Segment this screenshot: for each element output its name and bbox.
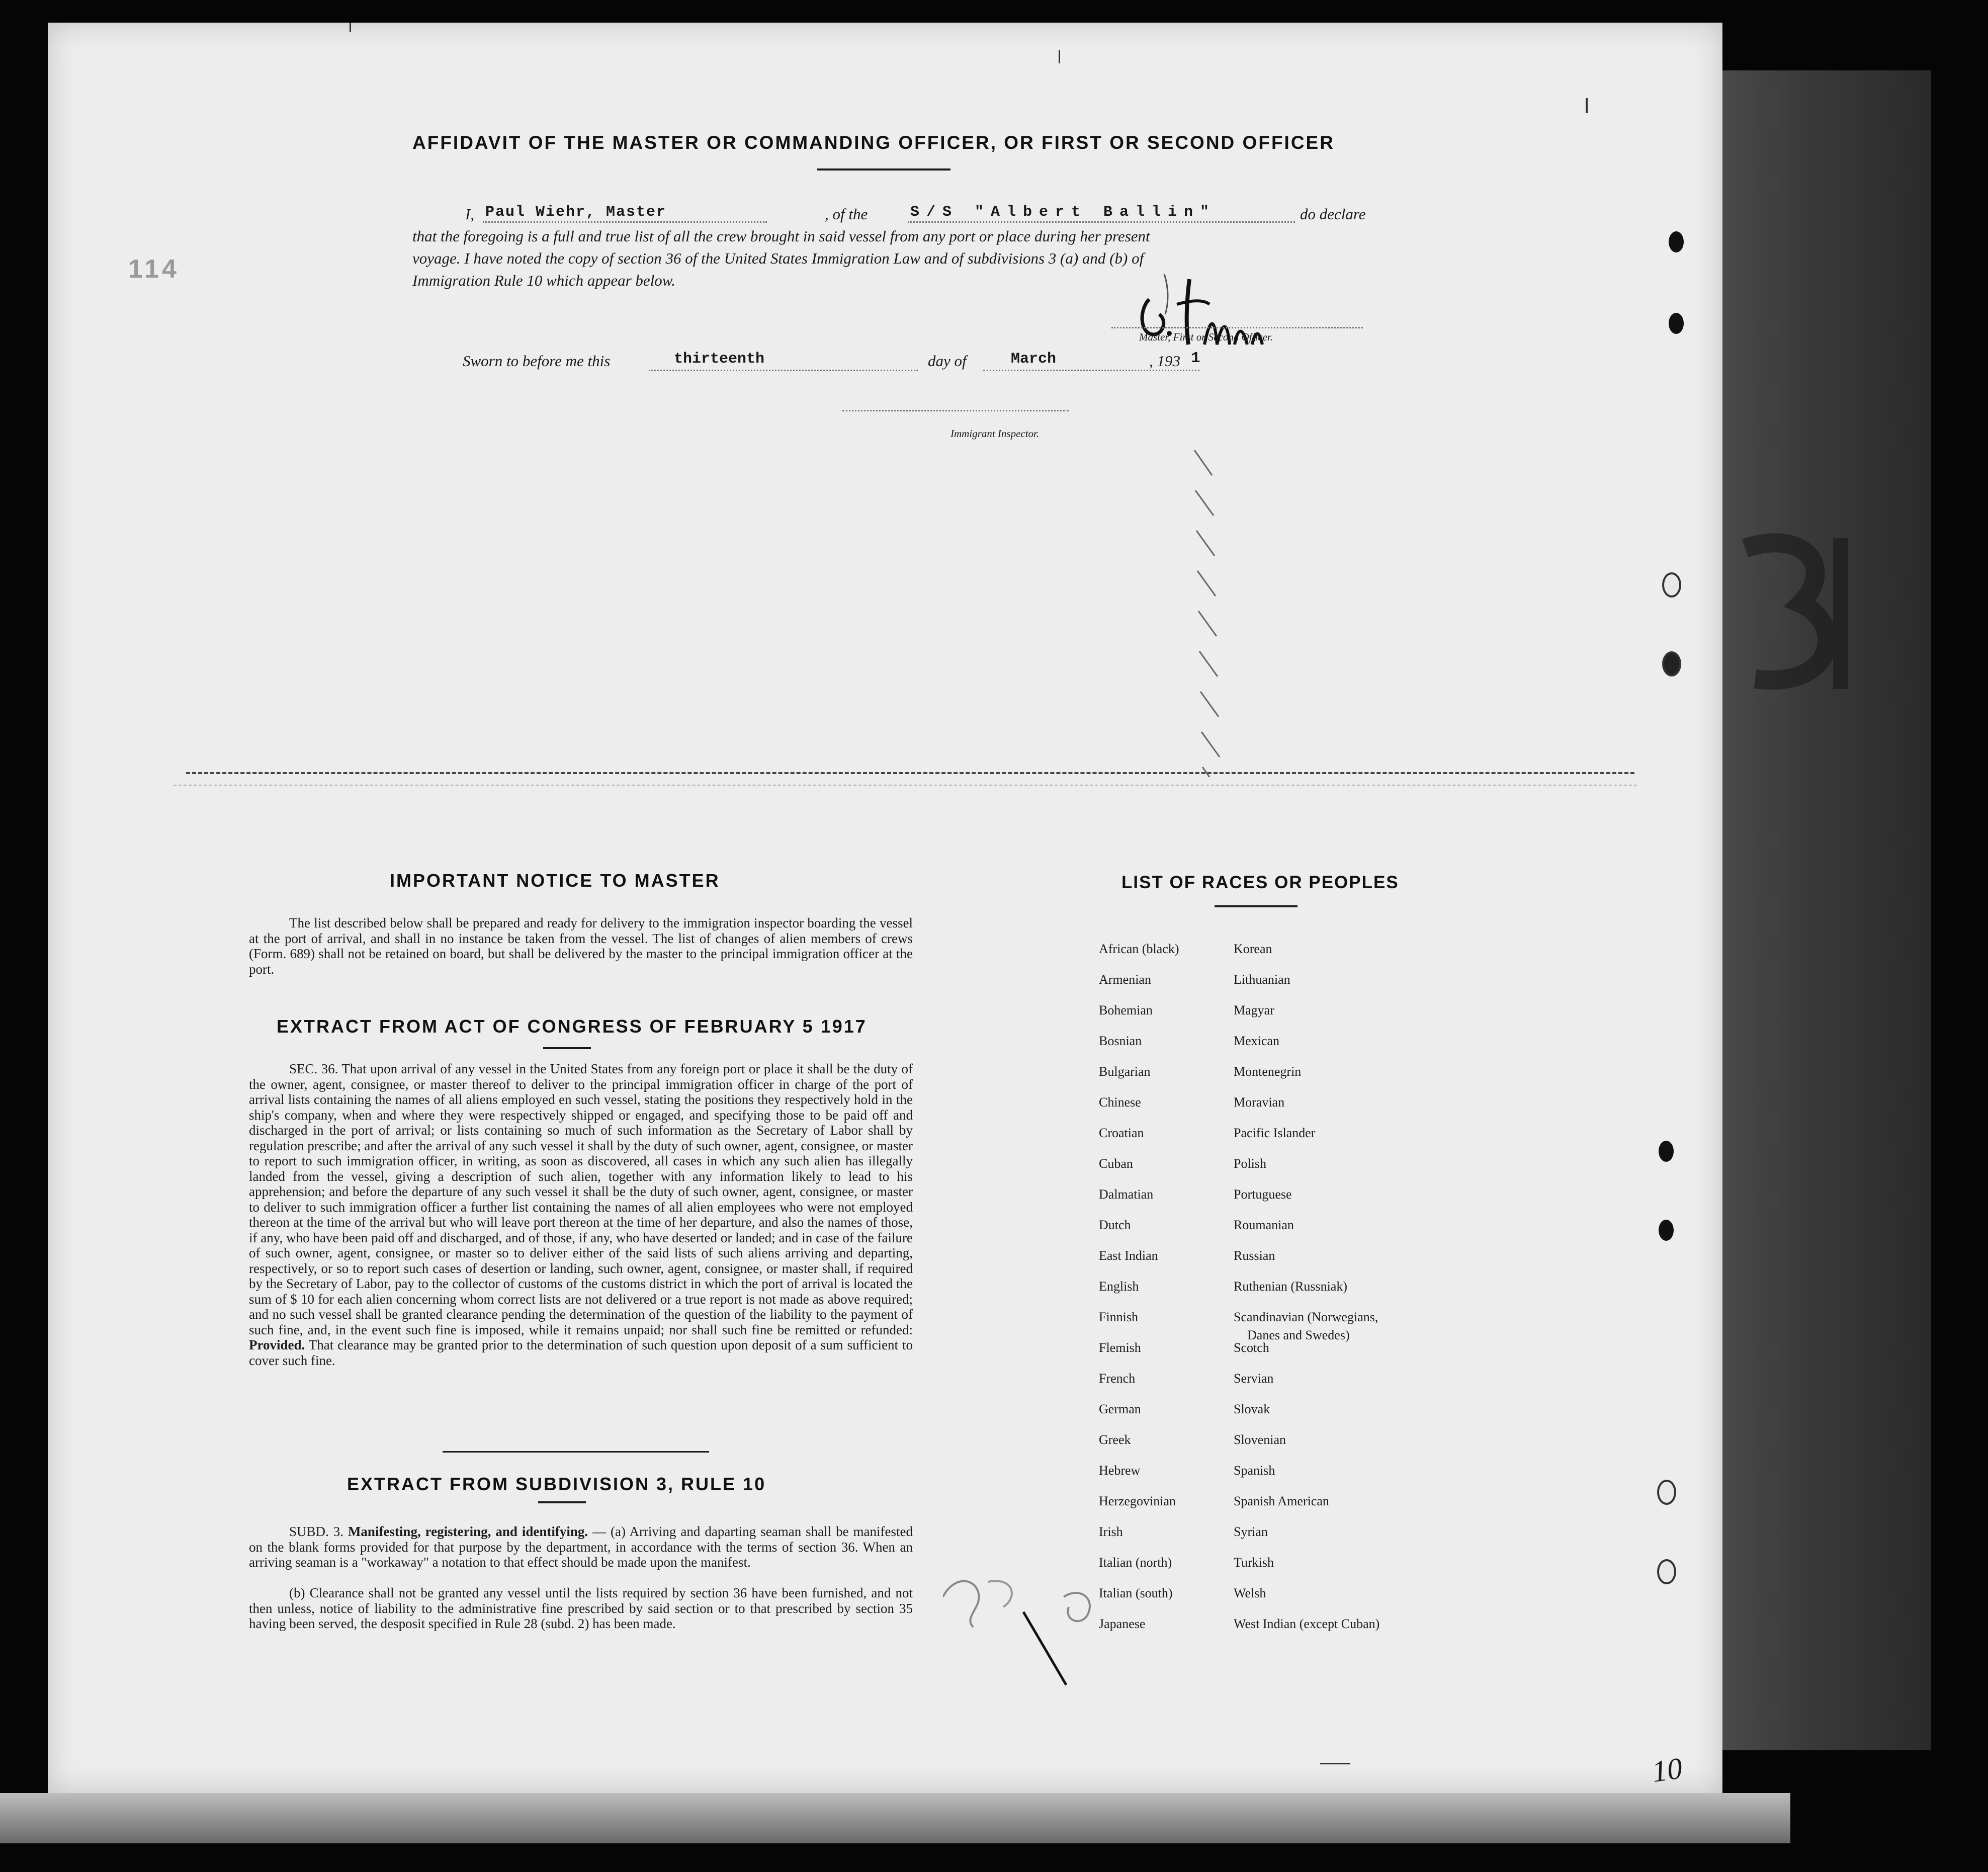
rule10-paragraph-a — [249, 1524, 913, 1570]
race-item: Italian (north) — [1099, 1555, 1172, 1570]
sworn-prefix: Sworn to before me this — [463, 352, 611, 370]
race-item: Hebrew — [1099, 1463, 1141, 1478]
punch-hole — [1657, 1480, 1676, 1505]
section-divider — [186, 772, 1634, 774]
declaration-line-2: that the foregoing is a full and true list of all the crew brought in said vessel from any port or place during her present — [412, 227, 1150, 245]
subd-a-text: — (a) Arriving and daparting seaman shall be manifested on the blank forms provided for that purpose by the department, in accordance with the terms of section 36. When an arriving seaman is a "workaway" a notation to that effect should be made upon the manifest. — [249, 1524, 913, 1570]
race-item: Flemish — [1099, 1340, 1141, 1355]
notice-title: IMPORTANT NOTICE TO MASTER — [390, 870, 720, 891]
rule10-paragraph-b: (b) Clearance shall not be granted any vessel until the lists required by section 36 have been furnished, and not then unless, notice of liability to the administrative fine prescribed by said section or to that prescribed by section 35 having been served, the desposit specified in Rule 28 (subd. 2) has been made. — [249, 1585, 913, 1631]
declaration-line-3: voyage. I have noted the copy of section 36 of the United States Immigration Law and of subdivisions 3 (a) and (b) of — [412, 249, 1144, 267]
act-title: EXTRACT FROM ACT OF CONGRESS OF FEBRUARY 5 1917 — [277, 1016, 867, 1037]
bottom-dash — [1320, 1763, 1350, 1764]
edge-mark — [350, 23, 351, 32]
edge-mark — [1586, 98, 1588, 113]
affidavit-title: AFFIDAVIT OF THE MASTER OR COMMANDING OFFICER, OR FIRST OR SECOND OFFICER — [412, 132, 1335, 153]
subd-lead: SUBD. 3. — [289, 1524, 343, 1539]
year-prefix: , 193 — [1149, 352, 1180, 370]
section-divider-faint — [174, 785, 1637, 786]
race-item: Syrian — [1234, 1524, 1268, 1539]
punch-hole — [1669, 231, 1684, 252]
race-item: Danes and Swedes) — [1247, 1328, 1350, 1342]
race-item: Ruthenian (Russniak) — [1234, 1279, 1348, 1294]
race-item: Dalmatian — [1099, 1187, 1154, 1202]
act-text-end: That clearance may be granted prior to the determination of such question upon deposit of a sum sufficient to cover such fine. — [249, 1337, 913, 1368]
race-item: Armenian — [1099, 972, 1151, 987]
race-item: German — [1099, 1402, 1141, 1416]
act-end-rule — [443, 1451, 709, 1453]
act-text — [249, 1061, 913, 1368]
race-item: Pacific Islander — [1234, 1126, 1316, 1140]
inspector-line — [842, 410, 1069, 411]
race-item: Welsh — [1234, 1586, 1266, 1600]
act-text-main: SEC. 36. That upon arrival of any vessel in the United States from any foreign port or place it shall be the duty of the owner, agent, consignee, or master thereof to deliver to the principal immigration officer in charge of the port of arrival lists containing the names of all aliens employed en such vessel, stating the positions they respectively hold in the ship's company, when and where they were respectively shipped or engaged, and specifying those to be paid off and discharged in the port of arrival; or lists containing so much of such information as the Secretary of Labor shall by regulation prescribe; and after the arrival of any such vessel it shall by the duty of such owner, agent, consignee, or master to report to such immigration officer, in writing, as soon as discovered, all cases in which any such alien has illegally landed from the vessel, giving a description of such alien, together with any information likely to lead to his apprehension; and before the departure of any such vessel it shall be the duty of such owner, agent, consignee, or master to deliver to such immigration officer a further list containing the names of all alien employees who were not employed thereon at the time of the arrival but who will leave port thereon at the time of her departure, and also the names of those, if any, who have been paid off and discharged, and of those, if any, who have deserted or landed; and in case of the failure of such owner, agent, consignee, or master so to deliver either of the said lists of such aliens arriving and departing, respectively, or so to report such cases of desertion or landing, such owner, agent, consignee, or master shall, if required by the Secretary of Labor, pay to the collector of customs of the customs district in which the port of arrival is located the sum of $ 10 for each alien concerning whom correct lists are not delivered or a true report is not made as above required; and no such vessel shall be granted clearance pending the determination of the question of the liability to the payment of such fine, and, in the event such fine is imposed, while it remains unpaid; nor shall such fine be remitted or refunded: — [249, 1061, 913, 1337]
bleed-through-number: 114 — [128, 254, 180, 284]
vessel-name: S/S "Albert Ballin" — [910, 204, 1217, 221]
race-item: Bulgarian — [1099, 1064, 1151, 1079]
punch-hole — [1662, 651, 1681, 676]
signature-caption: Master, First or Second Officer. — [1139, 331, 1273, 343]
race-item: Spanish — [1234, 1463, 1275, 1478]
race-item: Croatian — [1099, 1126, 1144, 1140]
punch-hole — [1657, 1559, 1676, 1584]
races-title: LIST OF RACES OR PEOPLES — [1121, 873, 1399, 892]
race-item: East Indian — [1099, 1248, 1158, 1263]
title-rule — [817, 168, 950, 171]
master-name: Paul Wiehr, Master — [485, 204, 667, 221]
year-digit: 1 — [1191, 350, 1200, 367]
document-page — [48, 23, 1722, 1793]
race-item: Russian — [1234, 1248, 1275, 1263]
name-line — [483, 221, 767, 223]
race-item: Lithuanian — [1234, 972, 1290, 987]
race-item: Irish — [1099, 1524, 1123, 1539]
rule10-title: EXTRACT FROM SUBDIVISION 3, RULE 10 — [347, 1474, 766, 1494]
race-item: Roumanian — [1234, 1218, 1294, 1232]
race-item: Scandinavian (Norwegians, — [1234, 1310, 1378, 1324]
race-item: Herzegovinian — [1099, 1494, 1176, 1508]
race-item: African (black) — [1099, 942, 1179, 956]
race-item: Mexican — [1234, 1034, 1279, 1048]
notice-text: The list described below shall be prepared and ready for delivery to the immigration inspector boarding the vessel at the port of arrival, and shall in no instance be taken from the vessel. The list of changes of alien members of crews (Form. 689) shall not be retained on board, but shall be delivered by the master to the principal immigration officer at the port. — [249, 915, 913, 977]
inspector-caption: Immigrant Inspector. — [950, 428, 1040, 440]
page-bottom-edge — [0, 1793, 1790, 1843]
punch-hole — [1659, 1220, 1674, 1241]
race-item: Turkish — [1234, 1555, 1274, 1570]
race-item: Slovak — [1234, 1402, 1270, 1416]
race-item: Scotch — [1234, 1340, 1269, 1355]
corner-page-number: 10 — [1650, 1751, 1685, 1789]
signature-line — [1111, 327, 1363, 328]
underlying-page — [1720, 70, 1931, 1750]
race-item: Bosnian — [1099, 1034, 1142, 1048]
punch-hole — [1662, 572, 1681, 598]
tally-marks — [1189, 445, 1250, 797]
race-item: Japanese — [1099, 1616, 1146, 1631]
race-item: Finnish — [1099, 1310, 1139, 1324]
race-item: Montenegrin — [1234, 1064, 1302, 1079]
race-item: Slovenian — [1234, 1432, 1286, 1447]
punch-hole — [1659, 1141, 1674, 1162]
race-item: Italian (south) — [1099, 1586, 1173, 1600]
do-declare-text: do declare — [1300, 205, 1366, 223]
declaration-line-4: Immigration Rule 10 which appear below. — [412, 272, 675, 289]
punch-hole — [1669, 313, 1684, 334]
races-title-rule — [1215, 905, 1298, 907]
race-item: English — [1099, 1279, 1139, 1294]
underlying-page-mark — [1725, 528, 1856, 736]
subd-heading: Manifesting, registering, and identifying. — [348, 1524, 588, 1539]
race-item: Portuguese — [1234, 1187, 1292, 1202]
edge-mark — [1059, 50, 1060, 63]
race-item: Spanish American — [1234, 1494, 1329, 1508]
race-item: Moravian — [1234, 1095, 1285, 1110]
race-item: Greek — [1099, 1432, 1131, 1447]
race-item: Polish — [1234, 1156, 1267, 1171]
act-proviso: Provided. — [249, 1337, 305, 1352]
race-item: Servian — [1234, 1371, 1274, 1386]
day-line — [649, 370, 918, 371]
race-item: Magyar — [1234, 1003, 1274, 1017]
sworn-month: March — [1011, 351, 1057, 368]
declaration-prefix: I, — [465, 205, 475, 223]
race-item: Dutch — [1099, 1218, 1131, 1232]
act-title-rule — [543, 1047, 591, 1049]
of-the-text: , of the — [825, 205, 868, 223]
vessel-line — [908, 221, 1295, 223]
race-item: West Indian (except Cuban) — [1234, 1616, 1380, 1631]
race-item: Korean — [1234, 942, 1272, 956]
rule10-title-rule — [538, 1501, 586, 1503]
race-item: French — [1099, 1371, 1136, 1386]
race-item: Cuban — [1099, 1156, 1133, 1171]
day-of-text: day of — [928, 352, 967, 370]
sworn-day: thirteenth — [674, 351, 765, 368]
underlying-page-glyph — [1725, 528, 1856, 699]
race-item: Bohemian — [1099, 1003, 1153, 1017]
race-item: Chinese — [1099, 1095, 1141, 1110]
